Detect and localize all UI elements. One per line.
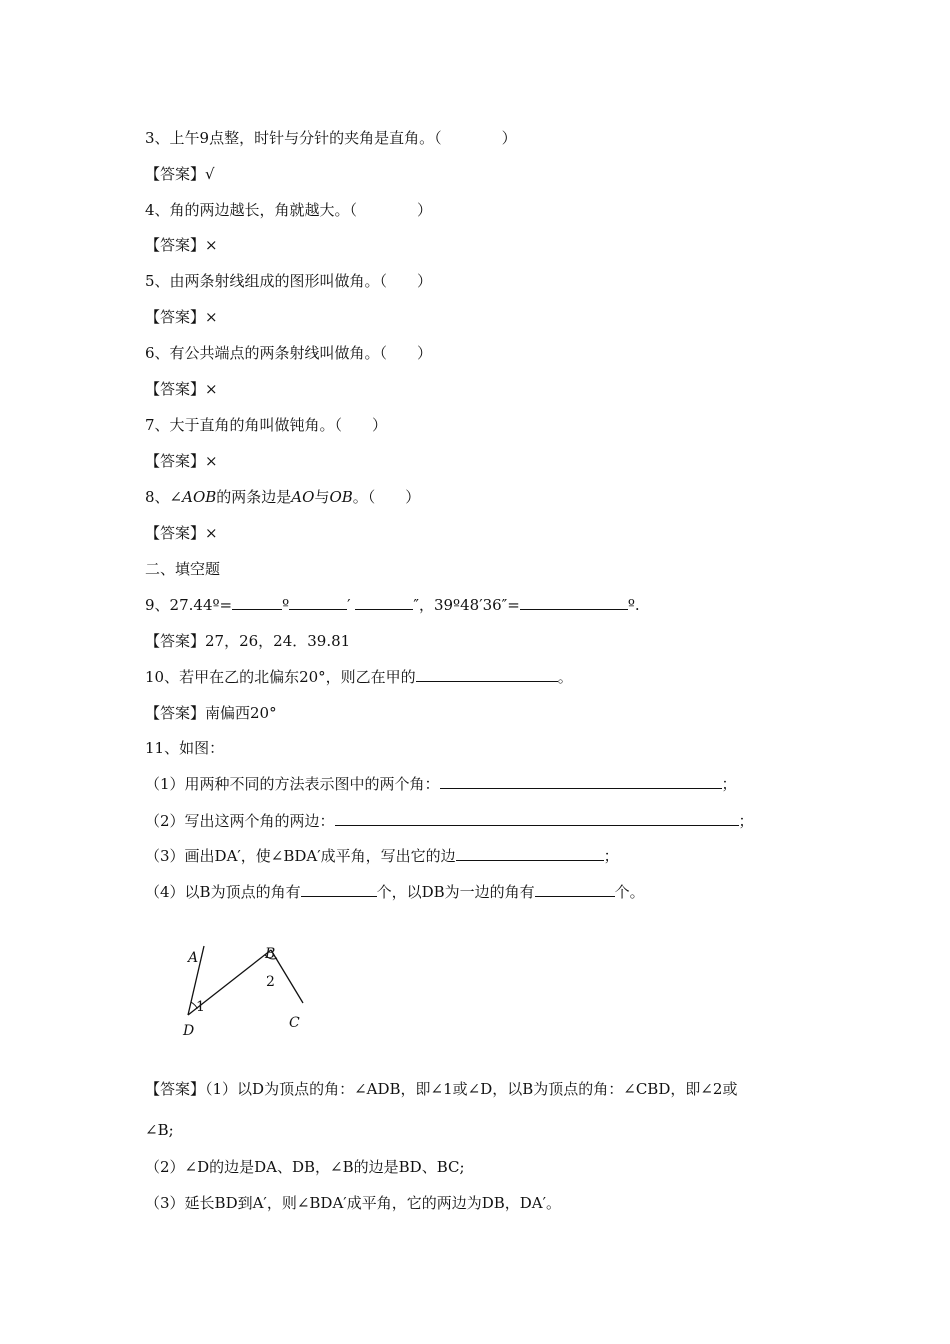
- label-c: C: [289, 1015, 300, 1031]
- question-10: [145, 667, 573, 687]
- answer-4: 【答案】×: [145, 236, 218, 254]
- question-11-part-4: [145, 882, 645, 902]
- label-d: D: [183, 1023, 195, 1039]
- q10-prefix: 10、若甲在乙的北偏东20°，则乙在甲的: [145, 668, 416, 686]
- question-11-part-2: [145, 811, 754, 831]
- angle-figure: [170, 930, 330, 1045]
- q11-2-blank[interactable]: [335, 811, 739, 826]
- q11-4-text-c: 个。: [614, 883, 645, 901]
- question-7: 7、大于直角的角叫做钝角。（ ）: [145, 416, 388, 434]
- ray-bc: [271, 950, 303, 1003]
- q8-angle-aob: AOB: [182, 488, 217, 506]
- answer-11-part-2: （2）∠D的边是DA、DB，∠B的边是BD、BC;: [145, 1158, 465, 1176]
- answer-3: 【答案】√: [145, 165, 215, 183]
- question-11: 11、如图：: [145, 739, 225, 757]
- section-fill-in-title: 二、填空题: [145, 560, 221, 578]
- q10-end: 。: [557, 668, 573, 686]
- q10-blank[interactable]: [416, 667, 558, 682]
- question-6: 6、有公共端点的两条射线叫做角。（ ）: [145, 344, 433, 362]
- q8-ray-ao: AO: [291, 488, 315, 506]
- q8-and: 与: [314, 488, 330, 506]
- q9-minute-mark: ′: [347, 596, 351, 614]
- label-angle-2: 2: [266, 974, 275, 990]
- q9-blank-minutes[interactable]: [289, 595, 347, 610]
- q8-prefix: 8、∠: [145, 488, 183, 506]
- q9-blank-degrees[interactable]: [232, 595, 282, 610]
- q8-middle: 的两条边是: [216, 488, 292, 506]
- q9-prefix: 9、27.44º=: [145, 596, 233, 614]
- question-11-part-1: [145, 774, 737, 794]
- label-b: B: [265, 946, 276, 962]
- label-angle-1: 1: [196, 999, 205, 1015]
- answer-5: 【答案】×: [145, 308, 218, 326]
- q11-4-text-b: 个，以DB为一边的角有: [376, 883, 535, 901]
- q8-end: 。（ ）: [352, 488, 421, 506]
- answer-6: 【答案】×: [145, 380, 218, 398]
- question-3: 3、上午9点整，时针与分针的夹角是直角。（ ）: [145, 129, 517, 147]
- answer-10: 【答案】南偏西20°: [145, 704, 277, 722]
- q11-4-text-a: （4）以B为顶点的角有: [145, 883, 301, 901]
- answer-7: 【答案】×: [145, 452, 218, 470]
- q11-4-blank-db[interactable]: [535, 882, 615, 897]
- q11-1-text: （1）用两种不同的方法表示图中的两个角：: [145, 775, 440, 793]
- q11-1-blank[interactable]: [440, 774, 722, 789]
- q11-2-text: （2）写出这两个角的两边：: [145, 812, 335, 830]
- question-11-part-3: [145, 846, 619, 866]
- answer-11-part-1-continued: ∠B;: [145, 1121, 174, 1139]
- answer-11-part-3: （3）延长BD到A′，则∠BDA′成平角，它的两边为DB，DA′。: [145, 1194, 562, 1212]
- q11-1-semicolon: ；: [721, 775, 737, 793]
- question-9: [145, 595, 640, 615]
- q11-2-semicolon: ；: [738, 812, 754, 830]
- q9-second-part: ″，39º48′36″=: [413, 596, 520, 614]
- answer-9: 【答案】27，26，24．39.81: [145, 632, 351, 650]
- question-5: 5、由两条射线组成的图形叫做角。（ ）: [145, 272, 433, 290]
- q11-4-blank-b[interactable]: [301, 882, 377, 897]
- answer-11-part-1: 【答案】（1）以D为顶点的角：∠ADB，即∠1或∠D，以B为顶点的角：∠CBD，即∠2或: [145, 1080, 738, 1098]
- question-8: [145, 487, 420, 507]
- q9-end: º.: [627, 596, 640, 614]
- q8-ray-ob: OB: [329, 488, 353, 506]
- q9-blank-decimal[interactable]: [520, 595, 628, 610]
- answer-8: 【答案】×: [145, 524, 218, 542]
- q11-3-blank[interactable]: [456, 846, 604, 861]
- q11-3-semicolon: ；: [603, 847, 619, 865]
- question-4: 4、角的两边越长，角就越大。（ ）: [145, 201, 433, 219]
- label-a: A: [188, 950, 199, 966]
- q9-blank-seconds[interactable]: [355, 595, 413, 610]
- q9-degree-mark: º: [282, 596, 290, 614]
- q11-3-text: （3）画出DA′，使∠BDA′成平角，写出它的边: [145, 847, 456, 865]
